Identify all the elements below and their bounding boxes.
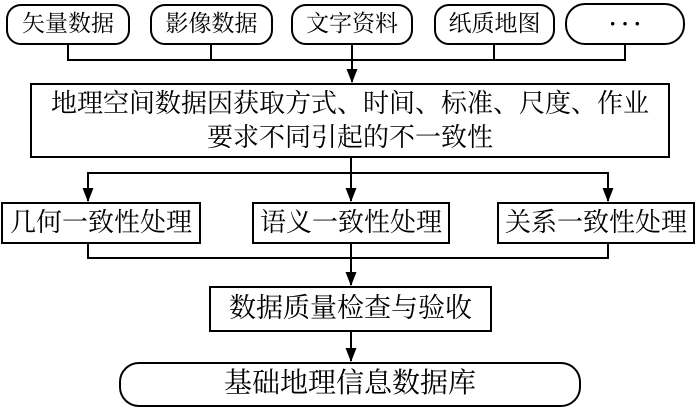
node-relation-consistency [497, 202, 695, 244]
node-other-sources [565, 3, 685, 45]
node-quality-check-label: 数据质量检查与验收 [229, 293, 472, 324]
node-semantic-consistency [252, 202, 450, 244]
node-imagery-data [150, 4, 273, 45]
node-geometry-consistency-label: 几何一致性处理 [9, 208, 192, 238]
node-paper-map [434, 4, 555, 45]
node-text-material [291, 4, 413, 45]
node-vector-data-label: 矢量数据 [22, 11, 114, 37]
inconsistency-line-1: 地理空间数据因获取方式、时间、标准、尺度、作业 [50, 88, 649, 118]
node-geodatabase-label: 基础地理信息数据库 [223, 368, 476, 400]
node-geometry-consistency [1, 202, 201, 244]
node-relation-consistency-label: 关系一致性处理 [504, 208, 687, 238]
node-paper-map-label: 纸质地图 [448, 11, 541, 37]
node-imagery-data-label: 影像数据 [165, 11, 258, 37]
node-vector-data [6, 4, 130, 45]
inconsistency-line-2: 要求不同引起的不一致性 [206, 122, 493, 152]
node-geodatabase [119, 362, 581, 407]
node-semantic-consistency-label: 语义一致性处理 [259, 208, 442, 238]
node-text-material-label: 文字资料 [306, 11, 398, 37]
ellipsis-icon: ··· [608, 11, 646, 37]
node-quality-check [209, 286, 492, 332]
node-inconsistency-text [51, 87, 649, 155]
node-inconsistency [30, 83, 670, 158]
